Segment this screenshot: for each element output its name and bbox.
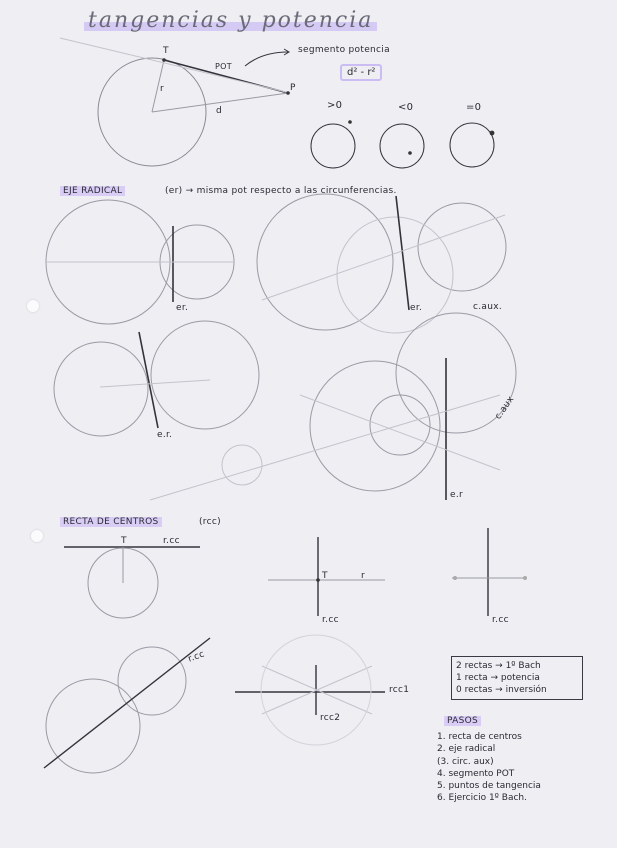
rcc-figure-3 [452, 528, 527, 616]
eje-radical-heading: EJE RADICAL [60, 186, 125, 196]
paso-item: 6. Ejercicio 1º Bach. [437, 793, 527, 804]
er-label-2: er. [410, 303, 423, 313]
tangent-point-label: T [163, 46, 169, 56]
summary-box [451, 656, 583, 700]
er-label-1: er. [176, 303, 189, 313]
rcc1-label: rcc1 [389, 685, 410, 695]
er-label-4: e.r [450, 490, 463, 500]
summary-line: 0 rectas → inversión [456, 685, 547, 695]
tangent-t-label: T [121, 536, 127, 546]
zero-label: =0 [466, 102, 482, 113]
recta-centros-abbr: (rcc) [199, 517, 221, 527]
rcc-label-3: r.cc [492, 615, 509, 625]
summary-line: 1 recta → potencia [456, 673, 540, 683]
distance-label: d [216, 106, 223, 116]
rcc-figure-4 [44, 638, 210, 773]
eje-radical-figure-1 [46, 200, 234, 324]
pot-label: POT [215, 62, 232, 71]
rcc-figure-5 [235, 635, 385, 745]
point-p-label: P [290, 83, 296, 93]
eje-radical-figure-2 [257, 194, 506, 333]
r-label: r [361, 571, 366, 581]
formula-box: d² - r² [340, 64, 382, 81]
power-sign-circles [311, 120, 494, 168]
summary-line: 2 rectas → 1º Bach [456, 661, 541, 671]
rcc-label-4: r.cc [186, 649, 207, 665]
er-label-3: e.r. [157, 430, 173, 440]
rcc-figure-1 [64, 547, 200, 618]
negative-label: <0 [398, 102, 414, 113]
recta-centros-heading: RECTA DE CENTROS [60, 517, 162, 527]
potencia-figure [60, 38, 290, 166]
rcc-label-1: r.cc [163, 536, 180, 546]
pasos-heading: PASOS [444, 716, 481, 726]
segment-note: segmento potencia [298, 45, 390, 55]
rcc2-label: rcc2 [320, 713, 341, 723]
page-title: tangencias y potencia [88, 8, 374, 33]
paso-item: (3. circ. aux) [437, 756, 494, 767]
eje-radical-figure-3 [54, 321, 259, 436]
caux-label-1: c.aux. [473, 302, 503, 312]
eje-radical-description: (er) → misma pot respecto a las circunferencias. [165, 186, 397, 196]
paso-item: 4. segmento POT [437, 768, 515, 779]
radius-label: r [160, 84, 165, 94]
eje-radical-figure-4 [150, 313, 516, 500]
paso-item: 1. recta de centros [437, 732, 522, 742]
paso-item: 2. eje radical [437, 744, 496, 755]
caux-label-2: c.aux [493, 394, 517, 422]
tangent-t-label-2: T [322, 571, 328, 581]
positive-label: >0 [327, 100, 343, 111]
pasos-list [437, 731, 541, 805]
rcc-label-2: r.cc [322, 615, 339, 625]
paso-item: 5. puntos de tangencia [437, 781, 541, 792]
